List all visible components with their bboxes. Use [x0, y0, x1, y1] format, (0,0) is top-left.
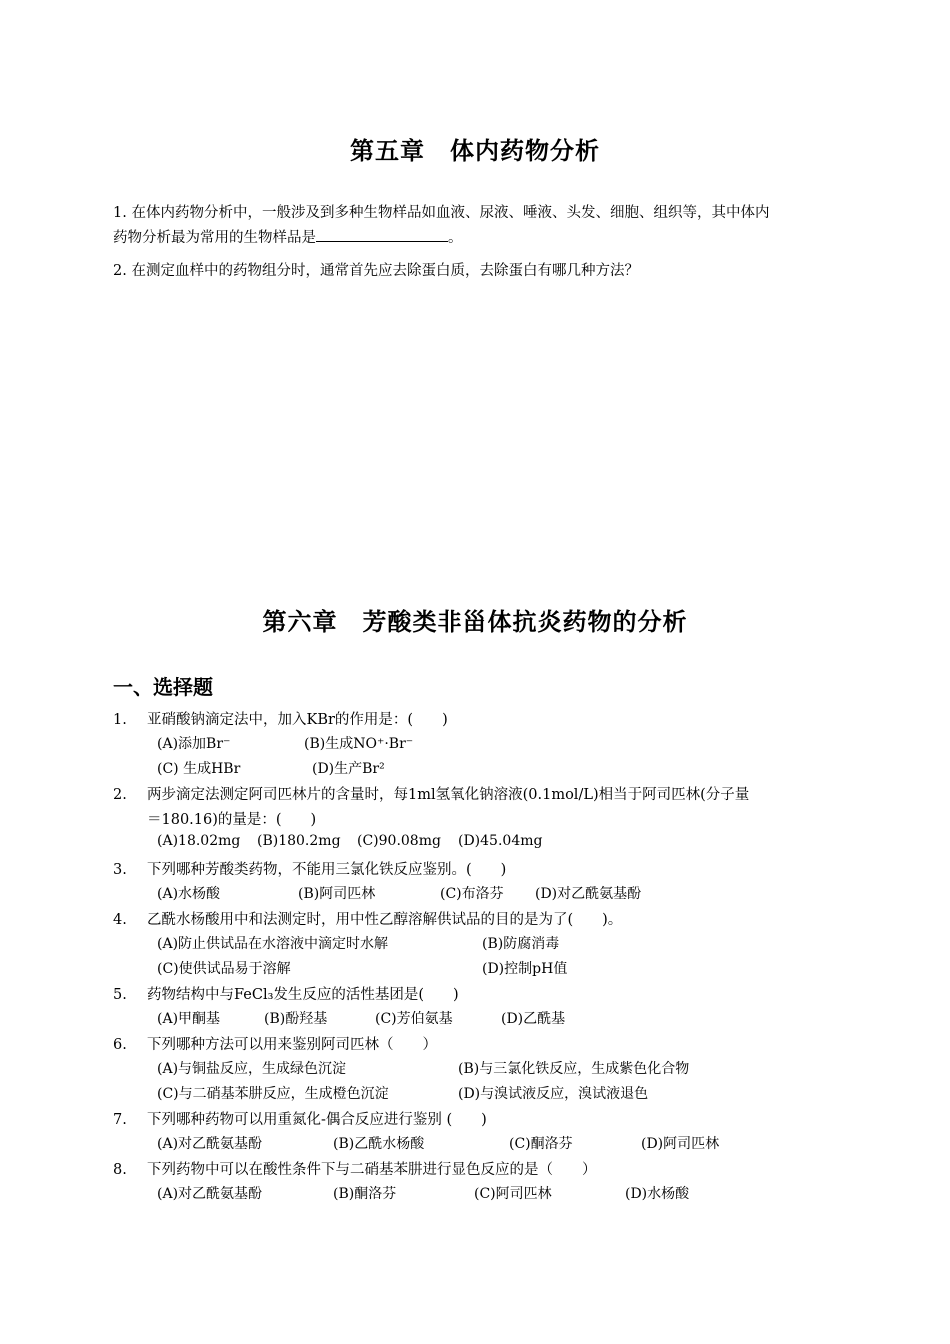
option-b: (B)生成NO⁺·Br⁻	[304, 736, 414, 752]
question-4	[113, 908, 622, 929]
option-b: (B)180.2mg	[257, 833, 341, 849]
question-8	[113, 1158, 597, 1179]
option-d: (D)阿司匹林	[641, 1136, 720, 1152]
section-title: 一、选择题	[113, 675, 213, 699]
option-d: (D)水杨酸	[625, 1186, 690, 1202]
question-1	[113, 708, 448, 729]
ch5-q1-line2-end: 。	[448, 230, 463, 246]
question-text: 下列药物中可以在酸性条件下与二硝基苯肼进行显色反应的是（ ）	[147, 1162, 597, 1178]
question-5	[113, 983, 459, 1004]
option-c: (C)使供试品易于溶解	[157, 961, 291, 977]
question-text: 两步滴定法测定阿司匹林片的含量时，每1ml氢氧化钠溶液(0.1mol/L)相当于阿司匹林(分子量	[147, 787, 750, 803]
option-d: (D)对乙酰氨基酚	[535, 886, 642, 902]
option-d: (D)与溴试液反应，溴试液退色	[458, 1086, 649, 1102]
option-c: (C)芳伯氨基	[375, 1011, 453, 1027]
question-3	[113, 858, 506, 879]
option-c: (C)阿司匹林	[474, 1186, 552, 1202]
option-a: (A)对乙酰氨基酚	[157, 1136, 263, 1152]
question-number: 1.	[113, 712, 127, 728]
question-text: 乙酰水杨酸用中和法测定时，用中性乙醇溶解供试品的目的是为了( )。	[147, 912, 623, 928]
option-c: (C)酮洛芬	[509, 1136, 573, 1152]
option-d: (D)45.04mg	[458, 833, 543, 849]
question-number: 5.	[113, 987, 127, 1003]
question-number: 6.	[113, 1037, 127, 1053]
question-text: 药物结构中与FeCl₃发生反应的活性基团是( )	[147, 987, 459, 1003]
question-text: 下列哪种芳酸类药物，不能用三氯化铁反应鉴别。( )	[147, 862, 507, 878]
ch5-q2: 2. 在测定血样中的药物组分时，通常首先应去除蛋白质，去除蛋白有哪几种方法？	[113, 263, 639, 279]
question-text: 下列哪种药物可以用重氮化-偶合反应进行鉴别 ( )	[147, 1112, 487, 1128]
option-c: (C)90.08mg	[357, 833, 441, 849]
option-d: (D)生产Br²	[312, 761, 385, 777]
option-d: (D)控制pH值	[482, 961, 568, 977]
ch5-q1-line1: 1. 在体内药物分析中，一般涉及到多种生物样品如血液、尿液、唾液、头发、细胞、组织等，其中体内	[113, 205, 770, 221]
question-2-cont: ＝180.16)的量是：( )	[147, 812, 317, 828]
option-a: (A)添加Br⁻	[157, 736, 231, 752]
ch5-q1-line2-text: 药物分析最为常用的生物样品是	[113, 230, 316, 246]
question-number: 8.	[113, 1162, 127, 1178]
question-6	[113, 1033, 437, 1054]
option-b: (B)酮洛芬	[333, 1186, 397, 1202]
option-c: (C)与二硝基苯肼反应，生成橙色沉淀	[157, 1086, 389, 1102]
chapter5-title: 第五章 体内药物分析	[350, 137, 600, 165]
question-7	[113, 1108, 487, 1129]
question-number: 2.	[113, 787, 127, 803]
option-d: (D)乙酰基	[501, 1011, 566, 1027]
option-c: (C) 生成HBr	[157, 761, 241, 777]
question-2	[113, 783, 749, 804]
option-b: (B)阿司匹林	[298, 886, 376, 902]
option-b: (B)与三氯化铁反应，生成紫色化合物	[458, 1061, 690, 1077]
option-b: (B)乙酰水杨酸	[333, 1136, 425, 1152]
option-a: (A)与铜盐反应，生成绿色沉淀	[157, 1061, 347, 1077]
option-a: (A)甲酮基	[157, 1011, 221, 1027]
question-text: 亚硝酸钠滴定法中，加入KBr的作用是：( )	[147, 712, 448, 728]
question-number: 3.	[113, 862, 127, 878]
option-c: (C)布洛芬	[440, 886, 504, 902]
option-a: (A)水杨酸	[157, 886, 221, 902]
question-text: 下列哪种方法可以用来鉴别阿司匹林（ ）	[147, 1037, 437, 1053]
chapter6-title: 第六章 芳酸类非甾体抗炎药物的分析	[262, 608, 688, 636]
question-number: 4.	[113, 912, 127, 928]
option-a: (A)18.02mg	[157, 833, 241, 849]
option-a: (A)对乙酰氨基酚	[157, 1186, 263, 1202]
answer-blank	[316, 226, 448, 242]
option-a: (A)防止供试品在水溶液中滴定时水解	[157, 936, 389, 952]
option-b: (B)酚羟基	[264, 1011, 328, 1027]
question-number: 7.	[113, 1112, 127, 1128]
ch5-q1-line2	[113, 226, 463, 250]
option-b: (B)防腐消毒	[482, 936, 560, 952]
